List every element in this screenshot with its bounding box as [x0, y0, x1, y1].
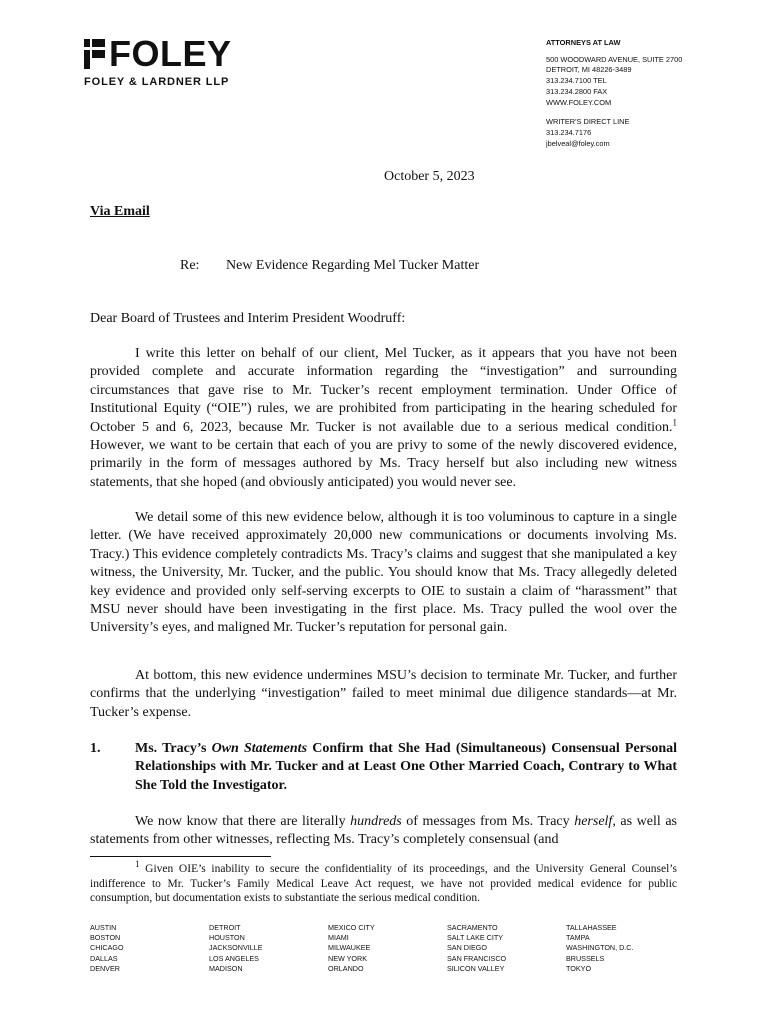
logo-wordmark: FOLEY — [109, 33, 232, 74]
heading-emphasis: Own Statements — [211, 741, 308, 756]
office-city: BOSTON — [90, 933, 121, 943]
letterhead-address-block — [546, 38, 682, 149]
footnote-1 — [90, 859, 677, 906]
office-city: TAMPA — [566, 933, 590, 943]
office-city: DETROIT — [209, 923, 241, 932]
heading-part-b: Confirm that She Had (Simultaneous) Consensual Personal Relationships with Mr. Tucker and at Least One Other Married Coach, Contrary to What She Told the Investigator. — [135, 741, 678, 793]
website-line: WWW.FOLEY.COM — [546, 97, 612, 107]
office-city: HOUSTON — [209, 933, 245, 943]
office-city: SACRAMENTO — [447, 923, 498, 932]
office-city: SILICON VALLEY — [447, 963, 505, 973]
office-locations — [90, 923, 685, 974]
logo-mark — [84, 33, 232, 74]
direct-phone: 313.234.7176 — [546, 127, 592, 137]
paragraph-4 — [90, 813, 677, 850]
footnote-divider — [90, 856, 271, 857]
attorneys-at-law-label: ATTORNEYS AT LAW — [546, 38, 621, 47]
footnote-text: Given OIE’s inability to secure the confidentiality of its proceedings, and the University General Counsel’s indifference to Mr. Tucker’s Family Medical Leave Act request, we have not provided medical evidence for public consumption, but documentation exists to substantiate the serious medical condition. — [90, 863, 677, 904]
office-city: MILWAUKEE — [328, 943, 371, 953]
re-label: Re: — [180, 258, 200, 273]
firm-name: FOLEY & LARDNER LLP — [84, 76, 230, 88]
office-column — [566, 923, 685, 974]
office-city: CHICAGO — [90, 943, 124, 953]
letter-date: October 5, 2023 — [384, 169, 475, 184]
logo-glyph-icon — [84, 39, 105, 69]
address-line: DETROIT, MI 48226-3489 — [546, 65, 632, 75]
footnote-reference: 1 — [672, 416, 677, 427]
footnote-number: 1 — [135, 859, 140, 870]
office-city: DALLAS — [90, 953, 118, 963]
paragraph-4-part-a: We now know that there are literally — [135, 814, 351, 829]
office-city: SAN DIEGO — [447, 943, 487, 953]
office-column — [447, 923, 566, 974]
office-city: WASHINGTON, D.C. — [566, 943, 634, 953]
heading-part-a: Ms. Tracy’s — [135, 741, 212, 756]
office-city: MEXICO CITY — [328, 923, 375, 932]
salutation: Dear Board of Trustees and Interim President Woodruff: — [90, 311, 406, 326]
paragraph-1-text: I write this letter on behalf of our client, Mel Tucker, as it appears that you have not been provided complete and accurate information regarding the “investigation” and surrounding circumstances that gave rise to Mr. Tucker’s recent employment termination. Under Office of Institutional Equity (“OIE”) rules, we are prohibited from participating in the hearing scheduled for October 5 and 6, 2023, because Mr. Tucker is not available due to a serious medical condition. — [90, 346, 677, 435]
re-line — [180, 258, 479, 274]
section-heading-text — [135, 740, 677, 795]
office-city: AUSTIN — [90, 923, 117, 932]
office-city: MIAMI — [328, 933, 349, 943]
office-city: BRUSSELS — [566, 953, 605, 963]
firm-logo — [84, 33, 232, 88]
office-city: TALLAHASSEE — [566, 923, 617, 932]
office-column — [90, 923, 209, 974]
office-city: SAN FRANCISCO — [447, 953, 507, 963]
office-city: ORLANDO — [328, 963, 364, 973]
office-city: NEW YORK — [328, 953, 368, 963]
office-column — [209, 923, 328, 974]
direct-email: jbelveal@foley.com — [546, 138, 610, 148]
office-city: TOKYO — [566, 963, 592, 973]
address-line: 500 WOODWARD AVENUE, SUITE 2700 — [546, 54, 683, 64]
office-city: JACKSONVILLE — [209, 943, 263, 953]
section-heading-1 — [90, 740, 677, 795]
paragraph-4-part-b: of messages from Ms. Tracy — [401, 814, 575, 829]
paragraph-1-continued: However, we want to be certain that each of you are privy to some of the newly discovered evidence, primarily in the form of messages authored by Ms. Tracy herself but also including new witness statements, that she hoped (and obviously anticipated) you would never see. — [90, 438, 677, 490]
paragraph-4-part-c: , as well as statements from other witnesses, reflecting Ms. Tracy’s completely consensual (and — [90, 814, 677, 848]
delivery-method: Via Email — [90, 204, 150, 219]
re-subject: New Evidence Regarding Mel Tucker Matter — [226, 258, 480, 273]
office-city: MADISON — [209, 963, 243, 973]
phone-line: 313.234.7100 TEL — [546, 76, 607, 86]
paragraph-4-emphasis-herself: herself — [574, 814, 613, 829]
paragraph-4-emphasis-hundreds: hundreds — [350, 814, 402, 829]
direct-line-label: WRITER'S DIRECT LINE — [546, 117, 630, 127]
fax-line: 313.234.2800 FAX — [546, 86, 608, 96]
office-column — [328, 923, 447, 974]
paragraph-3: At bottom, this new evidence undermines MSU’s decision to terminate Mr. Tucker, and further confirms that the underlying “investigation” failed to meet minimal due diligence standards—at Mr. Tucker’s expense. — [90, 668, 677, 720]
office-city: DENVER — [90, 963, 120, 973]
paragraph-2: We detail some of this new evidence below, although it is too voluminous to capture in a single letter. (We have received approximately 20,000 new communications or documents involving Ms. Tracy.) This evidence completely contradicts Ms. Tracy’s claims and suggest that she manipulated a key witness, the University, Mr. Tucker, and the public. You should know that Ms. Tracy allegedly deleted key evidence and provided only self-serving excerpts to OIE to sustain a claim of “harassment” that MSU never should have been investigating in the first place. Ms. Tracy pulled the wool over the University’s eyes, and maligned Mr. Tucker’s reputation for personal gain. — [90, 510, 677, 636]
section-number: 1. — [90, 741, 101, 756]
office-city: SALT LAKE CITY — [447, 933, 504, 943]
paragraph-1 — [90, 345, 677, 492]
office-city: LOS ANGELES — [209, 953, 259, 963]
